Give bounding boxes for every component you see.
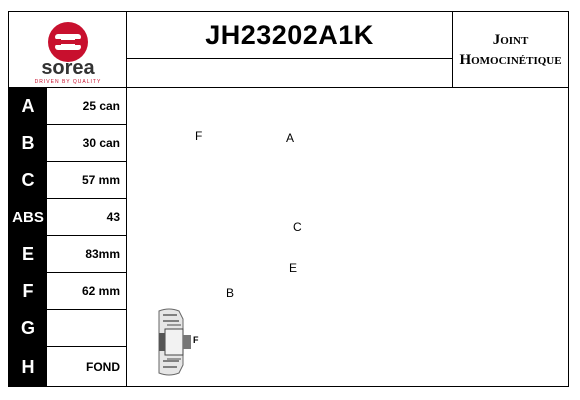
spec-value: 83mm xyxy=(85,247,120,261)
spec-value: FOND xyxy=(86,360,120,374)
spec-row-h xyxy=(9,347,127,387)
spec-value: 62 mm xyxy=(81,284,120,298)
spec-sheet xyxy=(8,11,569,387)
spec-key: H xyxy=(9,347,47,387)
dim-label-c: C xyxy=(293,220,302,234)
thumb-label-f: F xyxy=(193,335,199,345)
part-subtitle-cell xyxy=(127,59,453,88)
spec-row-abs xyxy=(9,199,127,236)
spec-value xyxy=(47,310,120,346)
dim-label-e: E xyxy=(289,261,298,275)
dim-label-a: A xyxy=(286,131,295,145)
spec-key: ABS xyxy=(9,199,47,235)
dim-label-f: F xyxy=(195,129,203,143)
spec-key: E xyxy=(9,236,47,272)
spec-key: F xyxy=(9,273,47,309)
spec-row-a xyxy=(9,88,127,125)
spec-row-c xyxy=(9,162,127,199)
spec-value: 43 xyxy=(106,210,120,224)
spec-row-g xyxy=(9,310,127,347)
spec-key: G xyxy=(9,310,47,346)
spec-table xyxy=(9,88,127,387)
sorea-logo xyxy=(15,20,121,84)
dim-label-b: B xyxy=(226,286,235,300)
spec-key: A xyxy=(9,88,47,124)
spec-value: 30 can xyxy=(82,136,120,150)
spec-row-e xyxy=(9,236,127,273)
brand-logo-cell xyxy=(9,12,127,88)
brand-name: sorea xyxy=(41,57,95,79)
part-type-line1: Joint xyxy=(492,31,529,48)
joint-thumbnail xyxy=(153,305,209,379)
brand-tagline: DRIVEN BY QUALITY xyxy=(34,79,102,84)
spec-key: C xyxy=(9,162,47,198)
part-type-line2: Homocinétique xyxy=(459,51,562,68)
dimension-diagram xyxy=(127,88,568,387)
spec-value: 25 can xyxy=(82,99,120,113)
spec-value: 57 mm xyxy=(81,173,120,187)
part-type-cell xyxy=(453,12,568,88)
part-number-cell xyxy=(127,12,453,59)
spec-key: B xyxy=(9,125,47,161)
part-number: JH23202A1K xyxy=(205,19,374,50)
spec-row-f xyxy=(9,273,127,310)
spec-row-b xyxy=(9,125,127,162)
